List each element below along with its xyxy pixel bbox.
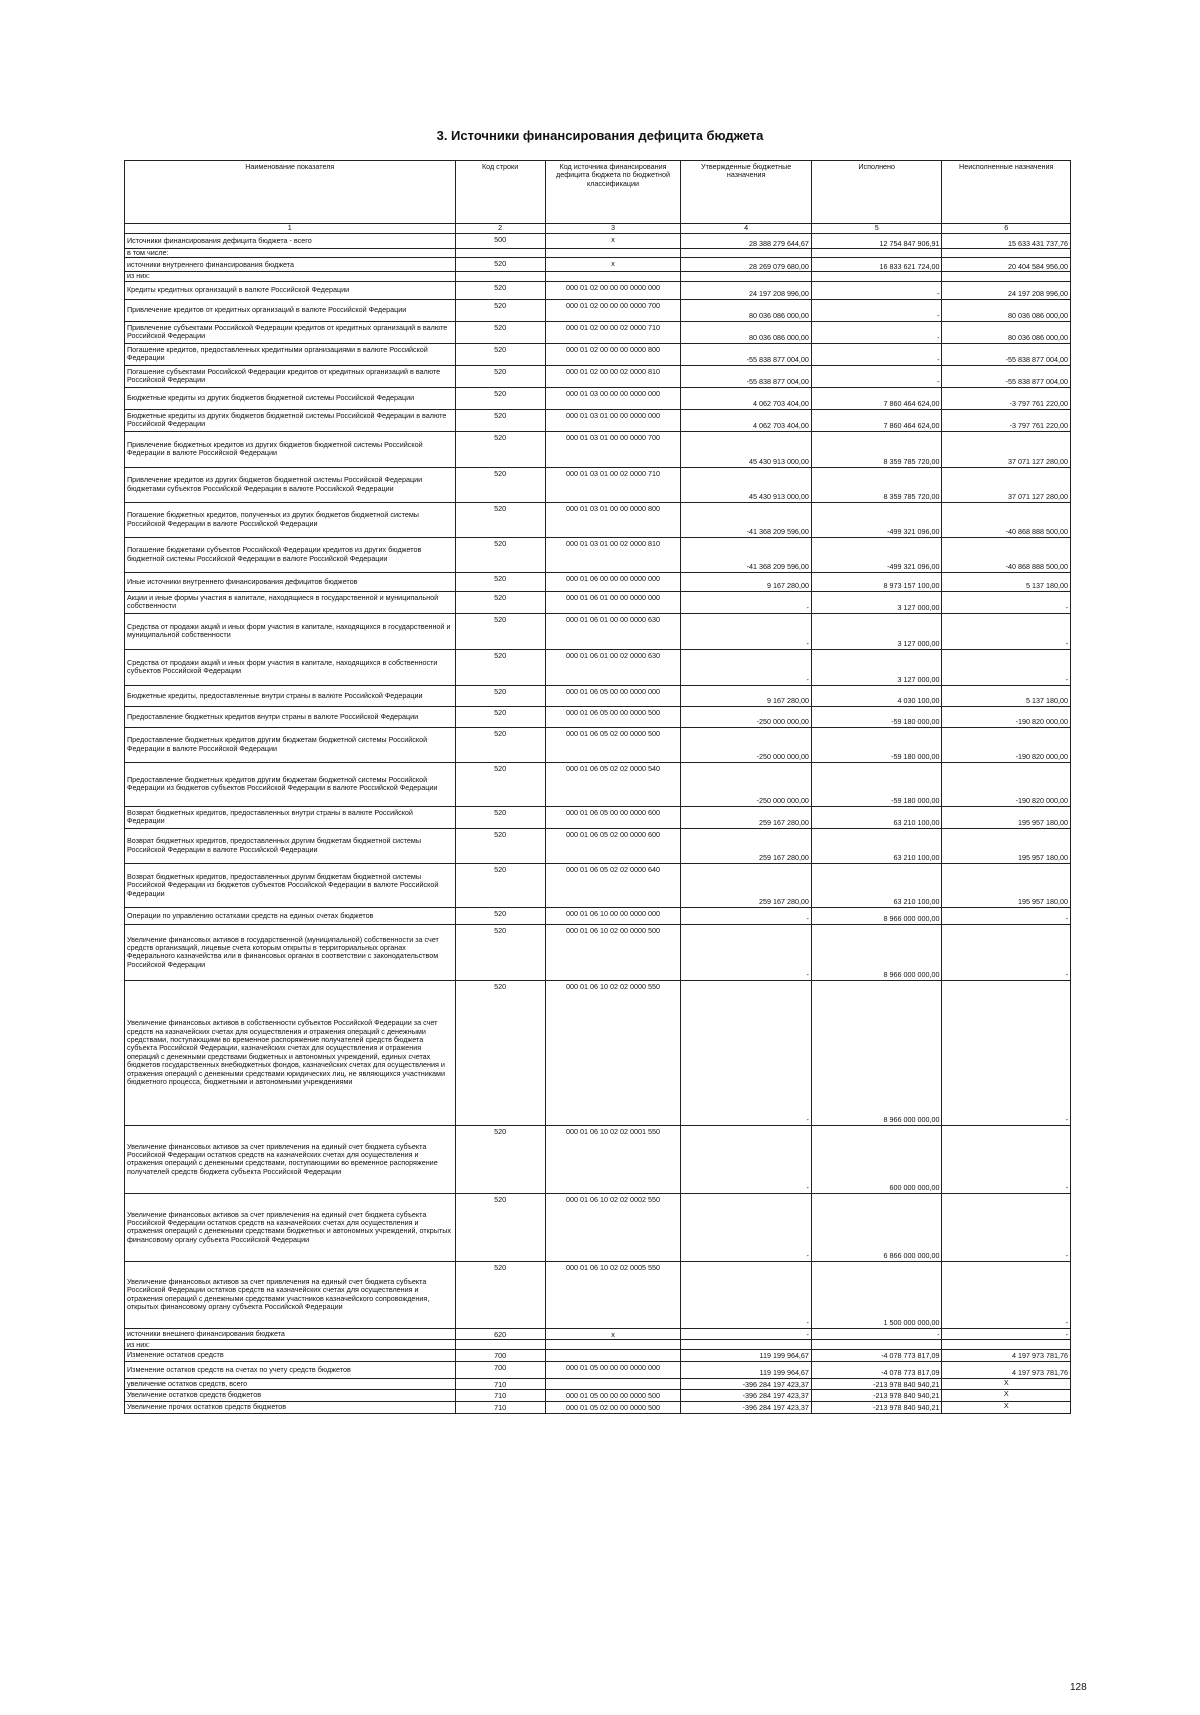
- cell-unexecuted: -3 797 761 220,00: [942, 409, 1071, 431]
- cell-name: Увеличение финансовых активов в государственной (муниципальной) собственности за счет средств организаций, лицевые счета которым открыты в территориальных органах Федерального казначейства или в финансовых органах в соответствии с законодательством Российской Федерации: [125, 924, 456, 980]
- table-row: [125, 1378, 1071, 1389]
- cell-executed: -213 978 840 940,21: [811, 1390, 942, 1401]
- cell-approved: -41 368 209 596,00: [681, 502, 812, 537]
- table-row: [125, 1125, 1071, 1193]
- cell-line-code: 500: [455, 234, 545, 249]
- cell-executed: 8 966 000 000,00: [811, 980, 942, 1125]
- cell-approved: 259 167 280,00: [681, 863, 812, 907]
- cell-executed: 7 860 464 624,00: [811, 387, 942, 409]
- column-number: 6: [942, 224, 1071, 234]
- cell-approved: -250 000 000,00: [681, 706, 812, 727]
- cell-source-code: 000 01 05 00 00 00 0000 500: [545, 1390, 681, 1401]
- cell-unexecuted: -: [942, 591, 1071, 613]
- table-row: [125, 467, 1071, 502]
- cell-source-code: 000 01 02 00 00 00 0000 700: [545, 299, 681, 321]
- cell-executed: 600 000 000,00: [811, 1125, 942, 1193]
- cell-unexecuted: X: [942, 1401, 1071, 1413]
- cell-approved: -: [681, 1328, 812, 1339]
- cell-name: из них:: [125, 272, 456, 281]
- cell-approved: 4 062 703 404,00: [681, 387, 812, 409]
- cell-unexecuted: 15 633 431 737,76: [942, 234, 1071, 249]
- cell-name: Средства от продажи акций и иных форм участия в капитале, находящихся в собственности субъектов Российской Федерации: [125, 649, 456, 685]
- table-row: [125, 387, 1071, 409]
- cell-approved: -55 838 877 004,00: [681, 365, 812, 387]
- cell-approved: 4 062 703 404,00: [681, 409, 812, 431]
- cell-line-code: 520: [455, 281, 545, 299]
- cell-source-code: 000 01 06 05 02 00 0000 600: [545, 828, 681, 863]
- cell-name: Бюджетные кредиты из других бюджетов бюджетной системы Российской Федерации: [125, 387, 456, 409]
- cell-line-code: 520: [455, 572, 545, 591]
- cell-line-code: [455, 249, 545, 258]
- cell-unexecuted: -: [942, 1328, 1071, 1339]
- cell-unexecuted: 80 036 086 000,00: [942, 321, 1071, 343]
- cell-unexecuted: -40 868 888 500,00: [942, 537, 1071, 572]
- cell-approved: -: [681, 1193, 812, 1261]
- financing-sources-table: [124, 160, 1071, 1414]
- cell-name: в том числе:: [125, 249, 456, 258]
- cell-source-code: x: [545, 234, 681, 249]
- cell-unexecuted: 4 197 973 781,76: [942, 1361, 1071, 1378]
- cell-unexecuted: -: [942, 1125, 1071, 1193]
- cell-executed: -499 321 096,00: [811, 502, 942, 537]
- cell-unexecuted: -: [942, 613, 1071, 649]
- cell-approved: -: [681, 1261, 812, 1328]
- cell-unexecuted: X: [942, 1390, 1071, 1401]
- cell-name: Бюджетные кредиты из других бюджетов бюджетной системы Российской Федерации в валюте Российской Федерации: [125, 409, 456, 431]
- table-row: [125, 409, 1071, 431]
- cell-line-code: [455, 272, 545, 281]
- table-row: [125, 537, 1071, 572]
- cell-line-code: 520: [455, 613, 545, 649]
- cell-executed: 3 127 000,00: [811, 591, 942, 613]
- cell-approved: 28 269 079 680,00: [681, 258, 812, 272]
- cell-approved: -: [681, 1125, 812, 1193]
- cell-line-code: 620: [455, 1328, 545, 1339]
- header-executed: Исполнено: [811, 161, 942, 224]
- cell-name: Предоставление бюджетных кредитов другим бюджетам бюджетной системы Российской Федерации из бюджетов субъектов Российской Федерации в валюте Российской Федерации: [125, 762, 456, 806]
- cell-name: Увеличение финансовых активов за счет привлечения на единый счет бюджета субъекта Российской Федерации остатков средств на казначейских счетах для осуществления и отражения операций с денежными средствами, поступающими во временное распоряжение получателей средств бюджета субъекта Российской Федерации: [125, 1125, 456, 1193]
- cell-source-code: 000 01 03 00 00 00 0000 000: [545, 387, 681, 409]
- cell-unexecuted: -: [942, 649, 1071, 685]
- cell-approved: -41 368 209 596,00: [681, 537, 812, 572]
- cell-name: Предоставление бюджетных кредитов внутри страны в валюте Российской Федерации: [125, 706, 456, 727]
- cell-source-code: 000 01 06 10 02 00 0000 500: [545, 924, 681, 980]
- cell-unexecuted: 37 071 127 280,00: [942, 467, 1071, 502]
- header-approved: Утвержденные бюджетные назначения: [681, 161, 812, 224]
- table-row: [125, 234, 1071, 249]
- cell-name: Кредиты кредитных организаций в валюте Российской Федерации: [125, 281, 456, 299]
- cell-line-code: 520: [455, 321, 545, 343]
- cell-executed: -: [811, 281, 942, 299]
- cell-unexecuted: 20 404 584 956,00: [942, 258, 1071, 272]
- cell-unexecuted: 37 071 127 280,00: [942, 431, 1071, 467]
- cell-source-code: 000 01 06 05 00 00 0000 500: [545, 706, 681, 727]
- cell-approved: 45 430 913 000,00: [681, 467, 812, 502]
- cell-name: Погашение субъектами Российской Федерации кредитов от кредитных организаций в валюте Российской Федерации: [125, 365, 456, 387]
- header-unexecuted: Неисполненные назначения: [942, 161, 1071, 224]
- cell-source-code: 000 01 06 10 02 02 0001 550: [545, 1125, 681, 1193]
- cell-source-code: 000 01 05 02 00 00 0000 500: [545, 1401, 681, 1413]
- cell-executed: 4 030 100,00: [811, 685, 942, 706]
- cell-name: Средства от продажи акций и иных форм участия в капитале, находящихся в государственной и муниципальной собственности: [125, 613, 456, 649]
- cell-unexecuted: -190 820 000,00: [942, 762, 1071, 806]
- table-row: [125, 762, 1071, 806]
- cell-name: Предоставление бюджетных кредитов другим бюджетам бюджетной системы Российской Федерации в валюте Российской Федерации: [125, 727, 456, 762]
- cell-line-code: 520: [455, 685, 545, 706]
- cell-unexecuted: -: [942, 907, 1071, 924]
- table-row: [125, 1401, 1071, 1413]
- cell-line-code: 520: [455, 591, 545, 613]
- cell-unexecuted: -55 838 877 004,00: [942, 343, 1071, 365]
- cell-approved: 119 199 964,67: [681, 1361, 812, 1378]
- table-row: [125, 828, 1071, 863]
- table-row: [125, 907, 1071, 924]
- cell-line-code: 520: [455, 343, 545, 365]
- table-row: [125, 365, 1071, 387]
- cell-name: источники внешнего финансирования бюджета: [125, 1328, 456, 1339]
- table-row: [125, 281, 1071, 299]
- cell-approved: 119 199 964,67: [681, 1350, 812, 1361]
- cell-source-code: 000 01 03 01 00 02 0000 710: [545, 467, 681, 502]
- cell-executed: 7 860 464 624,00: [811, 409, 942, 431]
- cell-executed: 63 210 100,00: [811, 806, 942, 828]
- table-row: [125, 980, 1071, 1125]
- table-row: [125, 727, 1071, 762]
- cell-unexecuted: -: [942, 924, 1071, 980]
- cell-unexecuted: [942, 272, 1071, 281]
- cell-name: Бюджетные кредиты, предоставленные внутри страны в валюте Российской Федерации: [125, 685, 456, 706]
- cell-source-code: 000 01 06 05 00 00 0000 600: [545, 806, 681, 828]
- cell-name: Возврат бюджетных кредитов, предоставленных другим бюджетам бюджетной системы Российской Федерации в валюте Российской Федерации: [125, 828, 456, 863]
- cell-executed: 3 127 000,00: [811, 613, 942, 649]
- cell-source-code: 000 01 06 05 02 02 0000 640: [545, 863, 681, 907]
- cell-line-code: 520: [455, 863, 545, 907]
- cell-line-code: 520: [455, 706, 545, 727]
- cell-source-code: 000 01 03 01 00 00 0000 000: [545, 409, 681, 431]
- cell-executed: 6 866 000 000,00: [811, 1193, 942, 1261]
- cell-executed: -: [811, 299, 942, 321]
- cell-executed: 8 359 785 720,00: [811, 467, 942, 502]
- cell-name: увеличение остатков средств, всего: [125, 1378, 456, 1389]
- cell-name: Увеличение остатков средств бюджетов: [125, 1390, 456, 1401]
- cell-unexecuted: -190 820 000,00: [942, 706, 1071, 727]
- cell-name: Иные источники внутреннего финансирования дефицитов бюджетов: [125, 572, 456, 591]
- column-number: 1: [125, 224, 456, 234]
- cell-source-code: [545, 272, 681, 281]
- cell-approved: 9 167 280,00: [681, 685, 812, 706]
- cell-source-code: 000 01 06 01 00 00 0000 630: [545, 613, 681, 649]
- table-row: [125, 299, 1071, 321]
- cell-line-code: 520: [455, 299, 545, 321]
- cell-executed: -: [811, 365, 942, 387]
- column-number-row: [125, 224, 1071, 234]
- cell-source-code: 000 01 03 01 00 00 0000 700: [545, 431, 681, 467]
- cell-approved: 28 388 279 644,67: [681, 234, 812, 249]
- cell-name: Изменение остатков средств: [125, 1350, 456, 1361]
- cell-name: Привлечение кредитов от кредитных организаций в валюте Российской Федерации: [125, 299, 456, 321]
- cell-name: Погашение кредитов, предоставленных кредитными организациями в валюте Российской Федерации: [125, 343, 456, 365]
- cell-source-code: 000 01 06 10 02 02 0005 550: [545, 1261, 681, 1328]
- cell-source-code: [545, 249, 681, 258]
- cell-executed: -499 321 096,00: [811, 537, 942, 572]
- cell-name: Увеличение финансовых активов за счет привлечения на единый счет бюджета субъекта Российской Федерации остатков средств на казначейских счетах для осуществления и отражения операций с денежными средствами участников казначейского сопровождения, открытых финансовому органу субъекта Российской Федерации: [125, 1261, 456, 1328]
- cell-name: из них:: [125, 1340, 456, 1350]
- header-source-code: Код источника финансирования дефицита бюджета по бюджетной классификации: [545, 161, 681, 224]
- cell-unexecuted: 4 197 973 781,76: [942, 1350, 1071, 1361]
- cell-name: Погашение бюджетных кредитов, полученных из других бюджетов бюджетной системы Российской Федерации в валюте Российской Федерации: [125, 502, 456, 537]
- cell-line-code: 520: [455, 537, 545, 572]
- cell-approved: -396 284 197 423,37: [681, 1401, 812, 1413]
- cell-approved: -: [681, 980, 812, 1125]
- table-row: [125, 343, 1071, 365]
- cell-approved: 259 167 280,00: [681, 806, 812, 828]
- cell-executed: 8 966 000 000,00: [811, 924, 942, 980]
- cell-source-code: 000 01 06 10 02 02 0000 550: [545, 980, 681, 1125]
- table-row: [125, 502, 1071, 537]
- cell-executed: -213 978 840 940,21: [811, 1401, 942, 1413]
- cell-source-code: 000 01 06 05 02 02 0000 540: [545, 762, 681, 806]
- cell-line-code: 700: [455, 1350, 545, 1361]
- cell-name: Источники финансирования дефицита бюджета - всего: [125, 234, 456, 249]
- cell-source-code: 000 01 06 01 00 00 0000 000: [545, 591, 681, 613]
- cell-line-code: 520: [455, 502, 545, 537]
- cell-line-code: 710: [455, 1378, 545, 1389]
- cell-line-code: 520: [455, 1261, 545, 1328]
- table-row: [125, 321, 1071, 343]
- table-row: [125, 1328, 1071, 1339]
- cell-approved: -: [681, 613, 812, 649]
- cell-approved: 80 036 086 000,00: [681, 321, 812, 343]
- column-number: 4: [681, 224, 812, 234]
- cell-name: Увеличение прочих остатков средств бюджетов: [125, 1401, 456, 1413]
- cell-source-code: 000 01 02 00 00 00 0000 800: [545, 343, 681, 365]
- cell-line-code: 520: [455, 762, 545, 806]
- cell-executed: 1 500 000 000,00: [811, 1261, 942, 1328]
- cell-source-code: [545, 1378, 681, 1389]
- cell-unexecuted: -: [942, 1193, 1071, 1261]
- cell-approved: 80 036 086 000,00: [681, 299, 812, 321]
- cell-executed: 63 210 100,00: [811, 828, 942, 863]
- cell-unexecuted: -55 838 877 004,00: [942, 365, 1071, 387]
- table-row: [125, 613, 1071, 649]
- page-title: 3. Источники финансирования дефицита бюджета: [436, 128, 764, 143]
- cell-line-code: 520: [455, 924, 545, 980]
- cell-unexecuted: 5 137 180,00: [942, 685, 1071, 706]
- cell-executed: -59 180 000,00: [811, 727, 942, 762]
- cell-approved: -396 284 197 423,37: [681, 1390, 812, 1401]
- cell-approved: 259 167 280,00: [681, 828, 812, 863]
- cell-source-code: x: [545, 258, 681, 272]
- table-row: [125, 706, 1071, 727]
- cell-approved: [681, 1340, 812, 1350]
- table-row: [125, 572, 1071, 591]
- cell-line-code: 520: [455, 649, 545, 685]
- cell-approved: [681, 249, 812, 258]
- cell-executed: -: [811, 1328, 942, 1339]
- cell-executed: 12 754 847 906,91: [811, 234, 942, 249]
- cell-source-code: 000 01 02 00 00 02 0000 810: [545, 365, 681, 387]
- column-number: 5: [811, 224, 942, 234]
- cell-approved: -396 284 197 423,37: [681, 1378, 812, 1389]
- table-row: [125, 924, 1071, 980]
- cell-source-code: 000 01 05 00 00 00 0000 000: [545, 1361, 681, 1378]
- cell-line-code: 520: [455, 828, 545, 863]
- cell-line-code: 520: [455, 387, 545, 409]
- cell-source-code: 000 01 06 00 00 00 0000 000: [545, 572, 681, 591]
- cell-name: Возврат бюджетных кредитов, предоставленных внутри страны в валюте Российской Федерации: [125, 806, 456, 828]
- cell-line-code: 520: [455, 1125, 545, 1193]
- cell-name: Привлечение бюджетных кредитов из других бюджетов бюджетной системы Российской Федерации в валюте Российской Федерации: [125, 431, 456, 467]
- cell-source-code: 000 01 06 10 02 02 0002 550: [545, 1193, 681, 1261]
- cell-source-code: x: [545, 1328, 681, 1339]
- cell-line-code: 520: [455, 431, 545, 467]
- cell-unexecuted: -: [942, 1261, 1071, 1328]
- cell-line-code: 520: [455, 806, 545, 828]
- cell-approved: 24 197 208 996,00: [681, 281, 812, 299]
- cell-source-code: [545, 1340, 681, 1350]
- cell-executed: 3 127 000,00: [811, 649, 942, 685]
- table-row: [125, 685, 1071, 706]
- cell-source-code: 000 01 06 01 00 02 0000 630: [545, 649, 681, 685]
- table-row: [125, 1390, 1071, 1401]
- cell-executed: -59 180 000,00: [811, 762, 942, 806]
- cell-unexecuted: 5 137 180,00: [942, 572, 1071, 591]
- header-row: [125, 161, 1071, 224]
- cell-line-code: 710: [455, 1390, 545, 1401]
- cell-unexecuted: [942, 1340, 1071, 1350]
- cell-approved: 9 167 280,00: [681, 572, 812, 591]
- cell-unexecuted: 24 197 208 996,00: [942, 281, 1071, 299]
- table-row: [125, 649, 1071, 685]
- column-number: 3: [545, 224, 681, 234]
- cell-unexecuted: [942, 249, 1071, 258]
- cell-approved: [681, 272, 812, 281]
- cell-approved: -: [681, 924, 812, 980]
- cell-executed: 8 966 000 000,00: [811, 907, 942, 924]
- cell-executed: 8 973 157 100,00: [811, 572, 942, 591]
- cell-unexecuted: -40 868 888 500,00: [942, 502, 1071, 537]
- cell-name: Возврат бюджетных кредитов, предоставленных другим бюджетам бюджетной системы Российской Федерации из бюджетов субъектов Российской Федерации в валюте Российской Федерации: [125, 863, 456, 907]
- cell-approved: -250 000 000,00: [681, 762, 812, 806]
- cell-approved: -: [681, 907, 812, 924]
- cell-source-code: [545, 1350, 681, 1361]
- cell-line-code: 520: [455, 907, 545, 924]
- cell-unexecuted: 195 957 180,00: [942, 806, 1071, 828]
- column-number: 2: [455, 224, 545, 234]
- header-line-code: Код строки: [455, 161, 545, 224]
- cell-line-code: 700: [455, 1361, 545, 1378]
- table-row: [125, 272, 1071, 281]
- table-row: [125, 1193, 1071, 1261]
- cell-executed: -: [811, 321, 942, 343]
- cell-line-code: 520: [455, 365, 545, 387]
- table-row: [125, 806, 1071, 828]
- cell-approved: 45 430 913 000,00: [681, 431, 812, 467]
- cell-unexecuted: -: [942, 980, 1071, 1125]
- cell-line-code: 520: [455, 980, 545, 1125]
- cell-approved: -250 000 000,00: [681, 727, 812, 762]
- cell-executed: -59 180 000,00: [811, 706, 942, 727]
- cell-unexecuted: X: [942, 1378, 1071, 1389]
- cell-name: источники внутреннего финансирования бюджета: [125, 258, 456, 272]
- cell-line-code: 710: [455, 1401, 545, 1413]
- cell-executed: -4 078 773 817,09: [811, 1350, 942, 1361]
- cell-executed: -4 078 773 817,09: [811, 1361, 942, 1378]
- cell-unexecuted: 80 036 086 000,00: [942, 299, 1071, 321]
- cell-name: Привлечение кредитов из других бюджетов бюджетной системы Российской Федерации бюджетами субъектов Российской Федерации в валюте Российской Федерации: [125, 467, 456, 502]
- cell-source-code: 000 01 06 05 00 00 0000 000: [545, 685, 681, 706]
- table-row: [125, 1350, 1071, 1361]
- cell-executed: [811, 249, 942, 258]
- cell-executed: -: [811, 343, 942, 365]
- cell-executed: 16 833 621 724,00: [811, 258, 942, 272]
- cell-source-code: 000 01 06 10 00 00 0000 000: [545, 907, 681, 924]
- cell-approved: -: [681, 591, 812, 613]
- table-row: [125, 591, 1071, 613]
- cell-name: Акции и иные формы участия в капитале, находящиеся в государственной и муниципальной собственности: [125, 591, 456, 613]
- table-row: [125, 258, 1071, 272]
- cell-line-code: 520: [455, 409, 545, 431]
- cell-executed: 8 359 785 720,00: [811, 431, 942, 467]
- cell-source-code: 000 01 02 00 00 00 0000 000: [545, 281, 681, 299]
- cell-name: Операции по управлению остатками средств на единых счетах бюджетов: [125, 907, 456, 924]
- cell-name: Привлечение субъектами Российской Федерации кредитов от кредитных организаций в валюте Российской Федерации: [125, 321, 456, 343]
- cell-executed: 63 210 100,00: [811, 863, 942, 907]
- page-number: 128: [1070, 1682, 1087, 1693]
- header-name: Наименование показателя: [125, 161, 456, 224]
- cell-executed: [811, 1340, 942, 1350]
- cell-source-code: 000 01 03 01 00 00 0000 800: [545, 502, 681, 537]
- cell-line-code: 520: [455, 727, 545, 762]
- table-row: [125, 863, 1071, 907]
- cell-unexecuted: -3 797 761 220,00: [942, 387, 1071, 409]
- cell-unexecuted: 195 957 180,00: [942, 828, 1071, 863]
- table-row: [125, 431, 1071, 467]
- cell-approved: -55 838 877 004,00: [681, 343, 812, 365]
- cell-unexecuted: -190 820 000,00: [942, 727, 1071, 762]
- table-row: [125, 1261, 1071, 1328]
- table-row: [125, 249, 1071, 258]
- cell-source-code: 000 01 03 01 00 02 0000 810: [545, 537, 681, 572]
- cell-name: Изменение остатков средств на счетах по учету средств бюджетов: [125, 1361, 456, 1378]
- cell-line-code: 520: [455, 258, 545, 272]
- cell-name: Погашение бюджетами субъектов Российской Федерации кредитов из других бюджетов бюджетной системы Российской Федерации в валюте Российской Федерации: [125, 537, 456, 572]
- cell-line-code: 520: [455, 467, 545, 502]
- cell-line-code: [455, 1340, 545, 1350]
- cell-source-code: 000 01 06 05 02 00 0000 500: [545, 727, 681, 762]
- cell-source-code: 000 01 02 00 00 02 0000 710: [545, 321, 681, 343]
- cell-approved: -: [681, 649, 812, 685]
- cell-name: Увеличение финансовых активов за счет привлечения на единый счет бюджета субъекта Российской Федерации остатков средств на казначейских счетах для осуществления и отражения операций с денежными средствами бюджетных и автономных учреждений, открытых финансовому органу субъекта Российской Федерации: [125, 1193, 456, 1261]
- cell-executed: -213 978 840 940,21: [811, 1378, 942, 1389]
- cell-line-code: 520: [455, 1193, 545, 1261]
- cell-unexecuted: 195 957 180,00: [942, 863, 1071, 907]
- table-body: [125, 234, 1071, 1414]
- cell-executed: [811, 272, 942, 281]
- cell-name: Увеличение финансовых активов в собственности субъектов Российской Федерации за счет средств на казначейских счетах для осуществления и отражения операций с денежными средствами, поступающими во временное распоряжение получателей средств бюджета субъекта Российской Федерации, казначейских счетах для осуществления и отражения операций с денежными средствами бюджетных и автономных учреждений, единых счетах бюджетов государственных внебюджетных фондов, казначейских счетах для осуществления и отражения операций с денежными средствами юридических лиц, не являющихся участниками бюджетного процесса, бюджетными и автономными учреждениями: [125, 980, 456, 1125]
- table-row: [125, 1361, 1071, 1378]
- table-row: [125, 1340, 1071, 1350]
